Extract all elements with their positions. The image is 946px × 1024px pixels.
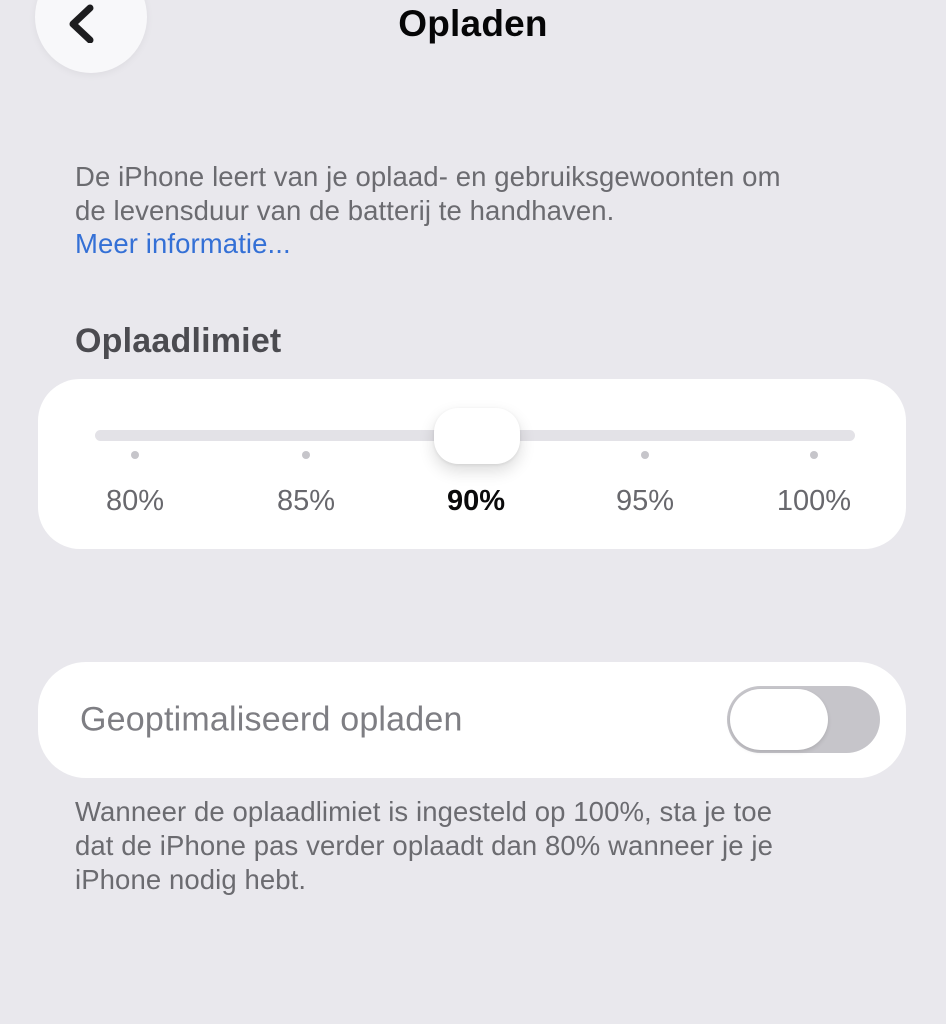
charge-limit-heading: Oplaadlimiet [75,322,282,360]
footer-line: Wanneer de oplaadlimiet is ingesteld op 100%, sta je toe [75,796,773,827]
tick-label-90[interactable]: 90% [446,485,506,517]
tick-dot-85 [302,451,310,459]
tick-dot-100 [810,451,818,459]
tick-label-80[interactable]: 80% [105,485,165,517]
toggle-knob [730,689,828,750]
optimized-charging-label: Geoptimaliseerd opladen [80,700,463,739]
tick-dot-95 [641,451,649,459]
footer-line: dat de iPhone pas verder oplaadt dan 80% wanneer je je [75,830,773,861]
intro-text [75,160,781,261]
optimized-charging-toggle[interactable] [727,686,880,753]
page-title: Opladen [398,3,548,44]
footer-line: iPhone nodig hebt. [75,864,307,895]
more-info-link[interactable]: Meer informatie... [75,228,291,259]
charge-limit-slider-card [38,379,906,549]
tick-label-85[interactable]: 85% [276,485,336,517]
charge-limit-slider-thumb[interactable] [434,408,520,464]
footer-note [75,795,773,897]
intro-line: De iPhone leert van je oplaad- en gebruiksgewoonten om [75,161,781,192]
tick-dot-80 [131,451,139,459]
optimized-charging-row [38,662,906,778]
intro-line: de levensduur van de batterij te handhaven. [75,194,615,226]
tick-label-95[interactable]: 95% [615,485,675,517]
tick-label-100[interactable]: 100% [776,485,852,517]
